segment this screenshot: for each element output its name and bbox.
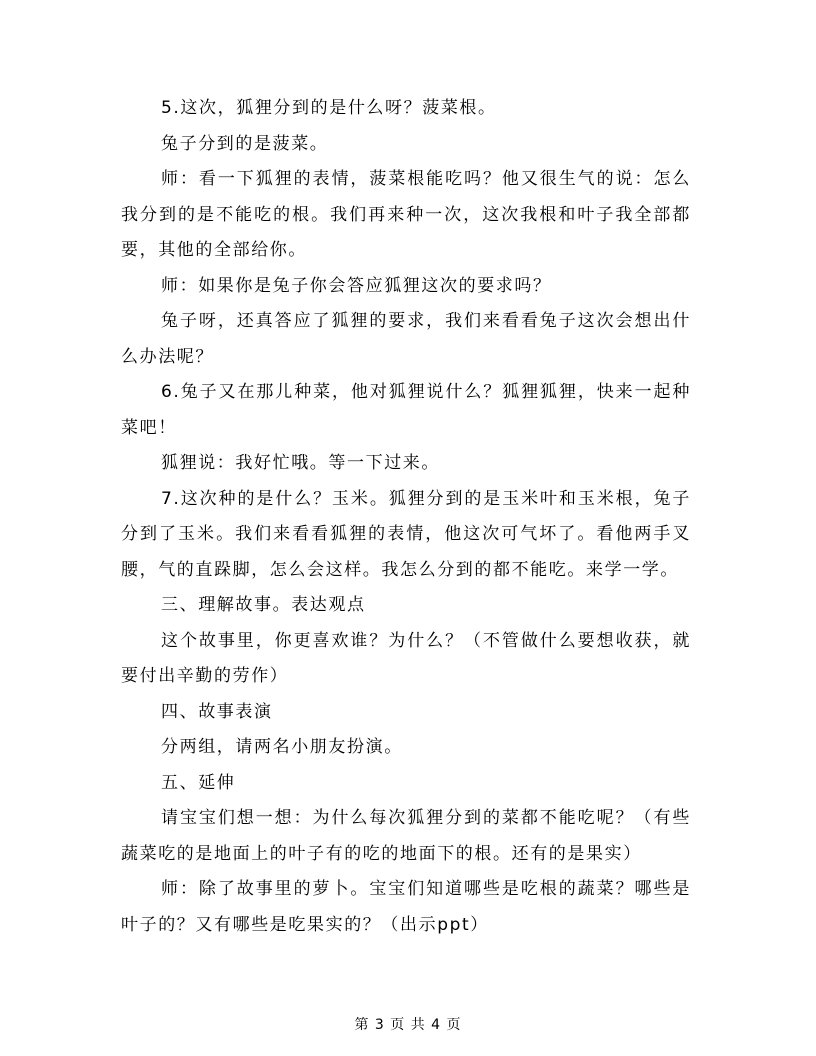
paragraph-3: 师：看一下狐狸的表情，菠菜根能吃吗？他又很生气的说：怎么我分到的是不能吃的根。我们再来种一次，这次我根和叶子我全部都要，其他的全部给你。 — [121, 169, 691, 260]
paragraph-8: 7.这次种的是什么？玉米。狐狸分到的是玉米叶和玉米根，兔子分到了玉米。我们来看看狐狸的表情，他这次可气坏了。看他两手叉腰，气的直跺脚，怎么会这样。我怎么分到的都不能吃。来学一学。 — [121, 488, 691, 580]
section-heading-4: 四、故事表演 — [161, 701, 273, 722]
page-number-footer: 第 3 页 共 4 页 — [354, 1017, 462, 1033]
paragraph-6: 6.兔子又在那儿种菜，他对狐狸说什么？狐狸狐狸，快来一起种菜吧！ — [121, 382, 691, 438]
paragraph-15: 师：除了故事里的萝卜。宝宝们知道哪些是吃根的蔬菜？哪些是叶子的？又有哪些是吃果实的？（出示ppt） — [121, 879, 691, 935]
paragraph-4: 师：如果你是兔子你会答应狐狸这次的要求吗？ — [161, 275, 552, 296]
paragraph-14: 请宝宝们想一想：为什么每次狐狸分到的菜都不能吃呢？（有些蔬菜吃的是地面上的叶子有的吃的地面下的根。还有的是果实） — [121, 808, 691, 864]
paragraph-2: 兔子分到的是菠菜。 — [161, 133, 329, 154]
section-heading-3: 三、理解故事。表达观点 — [161, 595, 366, 615]
paragraph-1: 5.这次，狐狸分到的是什么呀？菠菜根。 — [161, 98, 497, 118]
paragraph-7: 狐狸说：我好忙哦。等一下过来。 — [161, 453, 440, 473]
paragraph-10: 这个故事里，你更喜欢谁？为什么？（不管做什么要想收获，就要付出辛勤的劳作） — [121, 630, 691, 686]
paragraph-5: 兔子呀，还真答应了狐狸的要求，我们来看看兔子这次会想出什么办法呢？ — [121, 311, 691, 367]
document-body — [121, 91, 691, 943]
paragraph-12: 分两组，请两名小朋友扮演。 — [161, 737, 403, 757]
section-heading-5: 五、延伸 — [161, 772, 236, 793]
